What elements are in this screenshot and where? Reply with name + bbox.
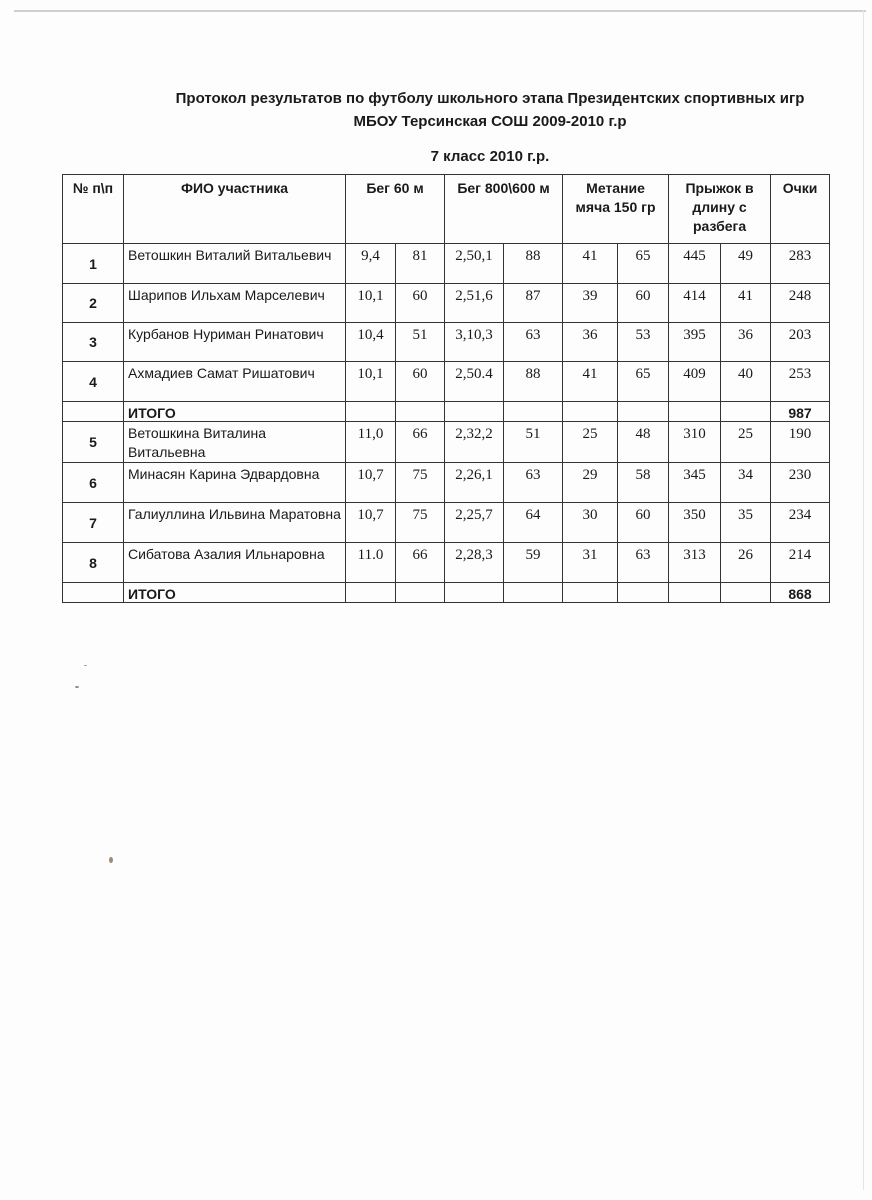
- cell-thr: 39: [563, 284, 618, 323]
- row-number: 8: [63, 543, 124, 583]
- cell-r800: 2,50,1: [445, 244, 504, 284]
- scan-right-edge: [863, 10, 864, 1190]
- cell-r800p: 64: [504, 503, 563, 543]
- table-row: [63, 543, 830, 583]
- col-jump-header: Прыжок в длину с разбега: [669, 175, 771, 244]
- col-run60-header: Бег 60 м: [346, 175, 445, 244]
- total-empty-cell: [445, 583, 504, 603]
- row-number: 5: [63, 422, 124, 463]
- total-points: 868: [771, 583, 830, 603]
- total-empty-cell: [504, 583, 563, 603]
- row-number: 7: [63, 503, 124, 543]
- participant-name: Шарипов Ильхам Марселевич: [124, 284, 346, 323]
- scan-speck: [75, 686, 79, 688]
- cell-r800p: 51: [504, 422, 563, 463]
- results-table: [62, 174, 830, 603]
- total-empty-cell: [346, 583, 396, 603]
- cell-jmpp: 40: [721, 362, 771, 402]
- cell-jmpp: 36: [721, 323, 771, 362]
- cell-thrp: 48: [618, 422, 669, 463]
- participant-name: Минасян Карина Эдвардовна: [124, 463, 346, 503]
- participant-name: Галиуллина Ильвина Маратовна: [124, 503, 346, 543]
- cell-r800: 2,26,1: [445, 463, 504, 503]
- cell-thr: 41: [563, 362, 618, 402]
- cell-r60p: 66: [396, 422, 445, 463]
- scan-top-edge: [14, 10, 866, 12]
- row-number: 1: [63, 244, 124, 284]
- col-throw-header: Метание мяча 150 гр: [563, 175, 669, 244]
- cell-thrp: 58: [618, 463, 669, 503]
- cell-r60p: 81: [396, 244, 445, 284]
- cell-r60: 10,7: [346, 463, 396, 503]
- total-empty-cell: [618, 402, 669, 422]
- cell-thr: 36: [563, 323, 618, 362]
- row-number: 2: [63, 284, 124, 323]
- cell-r60p: 75: [396, 463, 445, 503]
- total-empty-cell: [563, 583, 618, 603]
- cell-r60: 9,4: [346, 244, 396, 284]
- participant-name: Ветошкина Виталина Витальевна: [124, 422, 346, 463]
- total-empty-cell: [618, 583, 669, 603]
- cell-jmp: 395: [669, 323, 721, 362]
- cell-r60: 10,1: [346, 284, 396, 323]
- cell-r800p: 63: [504, 323, 563, 362]
- cell-r800p: 59: [504, 543, 563, 583]
- cell-jmp: 313: [669, 543, 721, 583]
- cell-r800: 2,51,6: [445, 284, 504, 323]
- total-empty-cell: [563, 402, 618, 422]
- cell-pts: 230: [771, 463, 830, 503]
- cell-jmpp: 35: [721, 503, 771, 543]
- header-row: [63, 175, 830, 244]
- cell-thr: 31: [563, 543, 618, 583]
- col-points-header: Очки: [771, 175, 830, 244]
- cell-r800p: 87: [504, 284, 563, 323]
- scan-speck: [109, 857, 113, 863]
- total-empty-cell: [504, 402, 563, 422]
- table-row: [63, 284, 830, 323]
- total-label: ИТОГО: [124, 402, 346, 422]
- row-number: 6: [63, 463, 124, 503]
- total-points: 987: [771, 402, 830, 422]
- cell-jmp: 345: [669, 463, 721, 503]
- cell-r800: 2,32,2: [445, 422, 504, 463]
- total-row: [63, 402, 830, 422]
- cell-thr: 30: [563, 503, 618, 543]
- cell-jmpp: 34: [721, 463, 771, 503]
- cell-pts: 203: [771, 323, 830, 362]
- cell-pts: 214: [771, 543, 830, 583]
- cell-r60p: 66: [396, 543, 445, 583]
- participant-name: Ахмадиев Самат Ришатович: [124, 362, 346, 402]
- cell-r800p: 88: [504, 362, 563, 402]
- cell-pts: 253: [771, 362, 830, 402]
- row-number: 3: [63, 323, 124, 362]
- cell-r800: 3,10,3: [445, 323, 504, 362]
- cell-jmpp: 49: [721, 244, 771, 284]
- cell-r60p: 75: [396, 503, 445, 543]
- table-row: [63, 323, 830, 362]
- cell-thrp: 53: [618, 323, 669, 362]
- cell-thr: 41: [563, 244, 618, 284]
- cell-r60: 11,0: [346, 422, 396, 463]
- table-row: [63, 503, 830, 543]
- cell-pts: 248: [771, 284, 830, 323]
- col-run800-header: Бег 800\600 м: [445, 175, 563, 244]
- cell-pts: 283: [771, 244, 830, 284]
- total-empty-cell: [396, 402, 445, 422]
- total-empty-cell: [721, 402, 771, 422]
- cell-r60: 11.0: [346, 543, 396, 583]
- cell-r60p: 60: [396, 284, 445, 323]
- cell-pts: 190: [771, 422, 830, 463]
- cell-thrp: 65: [618, 362, 669, 402]
- cell-r800p: 63: [504, 463, 563, 503]
- total-empty-cell: [721, 583, 771, 603]
- table-row: [63, 244, 830, 284]
- cell-thr: 25: [563, 422, 618, 463]
- total-empty-cell: [445, 402, 504, 422]
- total-empty-cell: [669, 402, 721, 422]
- total-blank: [63, 583, 124, 603]
- total-blank: [63, 402, 124, 422]
- cell-jmp: 409: [669, 362, 721, 402]
- cell-jmp: 310: [669, 422, 721, 463]
- total-empty-cell: [346, 402, 396, 422]
- cell-thrp: 60: [618, 284, 669, 323]
- participant-name: Ветошкин Виталий Витальевич: [124, 244, 346, 284]
- table-row: [63, 463, 830, 503]
- cell-jmp: 445: [669, 244, 721, 284]
- cell-r800: 2,25,7: [445, 503, 504, 543]
- cell-thrp: 65: [618, 244, 669, 284]
- cell-thrp: 60: [618, 503, 669, 543]
- school-line: МБОУ Терсинская СОШ 2009-2010 г.р: [353, 113, 627, 130]
- cell-thrp: 63: [618, 543, 669, 583]
- row-number: 4: [63, 362, 124, 402]
- cell-r60p: 60: [396, 362, 445, 402]
- cell-pts: 234: [771, 503, 830, 543]
- table-row: [63, 422, 830, 463]
- cell-jmpp: 25: [721, 422, 771, 463]
- cell-jmp: 350: [669, 503, 721, 543]
- cell-jmp: 414: [669, 284, 721, 323]
- cell-r60p: 51: [396, 323, 445, 362]
- total-empty-cell: [396, 583, 445, 603]
- participant-name: Сибатова Азалия Ильнаровна: [124, 543, 346, 583]
- cell-r800p: 88: [504, 244, 563, 284]
- class-line: 7 класс 2010 г.р.: [430, 148, 550, 165]
- col-num-header: № п\п: [63, 175, 124, 244]
- cell-thr: 29: [563, 463, 618, 503]
- cell-r800: 2,28,3: [445, 543, 504, 583]
- total-row: [63, 583, 830, 603]
- total-empty-cell: [669, 583, 721, 603]
- participant-name: Курбанов Нуриман Ринатович: [124, 323, 346, 362]
- scan-speck: [84, 665, 87, 666]
- cell-r60: 10,1: [346, 362, 396, 402]
- table-row: [63, 362, 830, 402]
- col-name-header: ФИО участника: [124, 175, 346, 244]
- cell-jmpp: 26: [721, 543, 771, 583]
- cell-jmpp: 41: [721, 284, 771, 323]
- cell-r800: 2,50.4: [445, 362, 504, 402]
- cell-r60: 10,7: [346, 503, 396, 543]
- cell-r60: 10,4: [346, 323, 396, 362]
- total-label: ИТОГО: [124, 583, 346, 603]
- document-title: Протокол результатов по футболу школьного этапа Президентских спортивных игр: [175, 90, 805, 107]
